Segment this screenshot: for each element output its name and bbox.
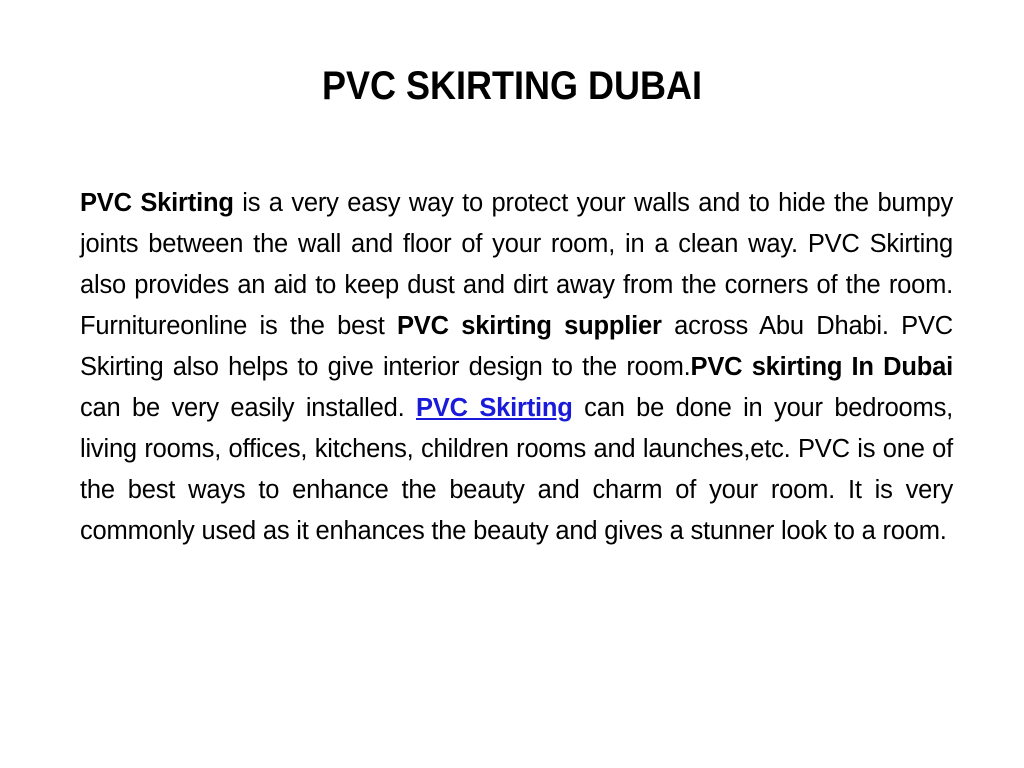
pvc-skirting-link[interactable]: PVC Skirting <box>416 394 573 422</box>
bold-pvc-skirting-in-dubai: PVC skirting In Dubai <box>690 353 953 381</box>
bold-pvc-skirting: PVC Skirting <box>80 189 234 217</box>
text-segment-3: can be very easily installed. <box>80 394 416 422</box>
slide-title: PVC SKIRTING DUBAI <box>321 64 703 108</box>
text-segment-2: across Abu Dhabi. PVC Skirting also helps to give interior design to the room. <box>80 312 953 381</box>
text-segment-4: can be done in your bedrooms, living rooms, offices, kitchens, children rooms and launches,etc. PVC is one of the best ways to enhance the beauty and charm of your room. It is very commonly used as it enhances the beauty and gives a stunner look to a room. <box>80 394 954 545</box>
text-segment-1: is a very easy way to protect your walls and to hide the bumpy joints between the wall and floor of your room, in a clean way. PVC Skirting also provides an aid to keep dust and dirt away from the corners of the room. Furnitureonline is the best <box>80 189 953 340</box>
body-paragraph <box>80 183 953 552</box>
bold-pvc-skirting-supplier: PVC skirting supplier <box>397 312 662 340</box>
